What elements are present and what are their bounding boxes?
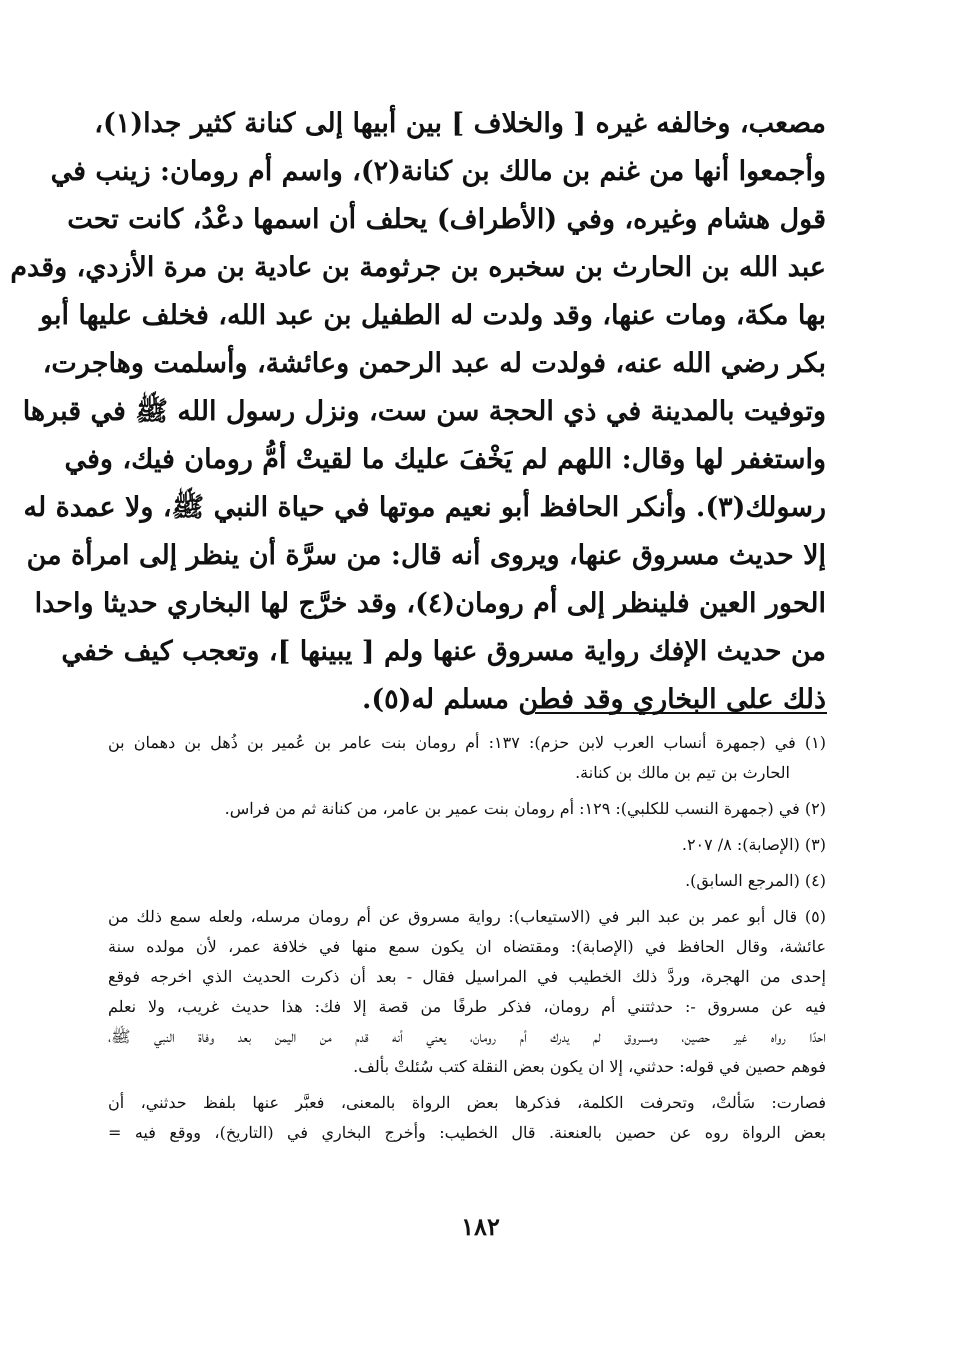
main-text-line: واستغفر لها وقال: اللهم لم يَخْفَ عليك ما لقيتْ أمُّ رومان فيك، وفي [64, 444, 826, 475]
main-text-line: مصعب، وخالفه غيره [ والخلاف ] بين أبيها إلى كنانة كثير جدا(١)، [94, 108, 826, 139]
footnote-2: (٢) في (جمهرة النسب للكلبي): ١٢٩: أم رومان بنت عمير بن عامر، من كنانة ثم من فراس. [224, 799, 826, 818]
main-text-line: وتوفيت بالمدينة في ذي الحجة سن ست، ونزل رسول الله ﷺ في قبرها [22, 396, 826, 427]
footnote-5-line: فيه عن مسروق -: حدثتني أم رومان، فذكر طرفًا من قصة إلا فك: هذا حديث غريب، ولا نعلم [108, 997, 827, 1016]
footnote-4: (٤) (المرجع السابق). [685, 871, 826, 890]
main-text-line: بكر رضي الله عنه، فولدت له عبد الرحمن وعائشة، وأسلمت وهاجرت، [42, 348, 826, 379]
main-text-line: ذلك على البخاري وقد فطن مسلم له(٥). [361, 684, 826, 715]
page-number: ١٨٢ [461, 1212, 500, 1241]
footnotes-block [108, 728, 826, 1148]
footnote-5-continuation-line: بعض الرواة روه عن حصين بالعنعنة. قال الخطيب: وأخرج البخاري في (التاريخ)، ووقع فيه = [108, 1123, 826, 1142]
footnote-5-continuation-line: فصارت: سَألتْ، وتحرفت الكلمة، فذكرها بعض الرواة بالمعنى، فعبَّر عنها بلفظ حدثني، أن [108, 1093, 826, 1112]
main-text-line: من حديث الإفك رواية مسروق عنها ولم [ يبينها ]، وتعجب كيف خفي [61, 636, 826, 667]
footnote-divider [535, 712, 827, 714]
footnote-5-line: (٥) قال أبو عمر بن عبد البر في (الاستيعاب): رواية مسروق عن أم رومان مرسله، ولعله سمع ذلك من [108, 907, 826, 926]
footnote-5-line: فوهم حصين في قوله: حدثني، إلا ان يكون بعض النقلة كتب سُئلتْ بألف. [353, 1057, 826, 1076]
main-text-line: وأجمعوا أنها من غنم بن مالك بن كنانة(٢)، واسم أم رومان: زينب في [50, 156, 826, 187]
footnote-1-line: الحارث بن تيم بن مالك بن كنانة. [575, 763, 790, 782]
main-text-line: عبد الله بن الحارث بن سخبره بن جرثومة بن عادية بن مرة الأزدي، وقدم [10, 252, 826, 283]
main-text-block [10, 100, 826, 724]
footnote-5-line: احدًا رواه غير حصين، ومسروق لم يدرك أم رومان، يعني أنه قدم من اليمن بعد وفاة النبي ﷺ، [108, 1027, 826, 1046]
main-text-line: قول هشام وغيره، وفي (الأطراف) يحلف أن اسمها دعْدُ، كانت تحت [67, 204, 826, 235]
footnote-5-line: إحدى من الهجرة، وردَّ ذلك الخطيب في المراسيل فقال - بعد أن ذكرت الحديث الذي اخرجه فوقع [108, 967, 826, 986]
footnote-3: (٣) (الإصابة): ٨/ ٢٠٧. [681, 835, 826, 854]
main-text-line: إلا حديث مسروق عنها، ويروى أنه قال: من سرَّة أن ينظر إلى امرأة من [26, 540, 826, 571]
footnote-1-line: (١) في (جمهرة أنساب العرب لابن حزم): ١٣٧: أم رومان بنت عامر بن عُمير بن ذُهل بن دهمان بن [108, 733, 826, 752]
footnote-5-line: عائشة، وقال الحافظ في (الإصابة): ومقتضاه ان يكون سمع منها في خلافة عمر، لأن مولده سنة [108, 937, 826, 956]
main-text-line: رسولك(٣). وأنكر الحافظ أبو نعيم موتها في حياة النبي ﷺ، ولا عمدة له [23, 492, 826, 523]
main-text-line: الحور العين فلينظر إلى أم رومان(٤)، وقد خرَّج لها البخاري حديثا واحدا [34, 588, 826, 619]
main-text-line: بها مكة، ومات عنها، وقد ولدت له الطفيل بن عبد الله، فخلف عليها أبو [40, 300, 826, 331]
